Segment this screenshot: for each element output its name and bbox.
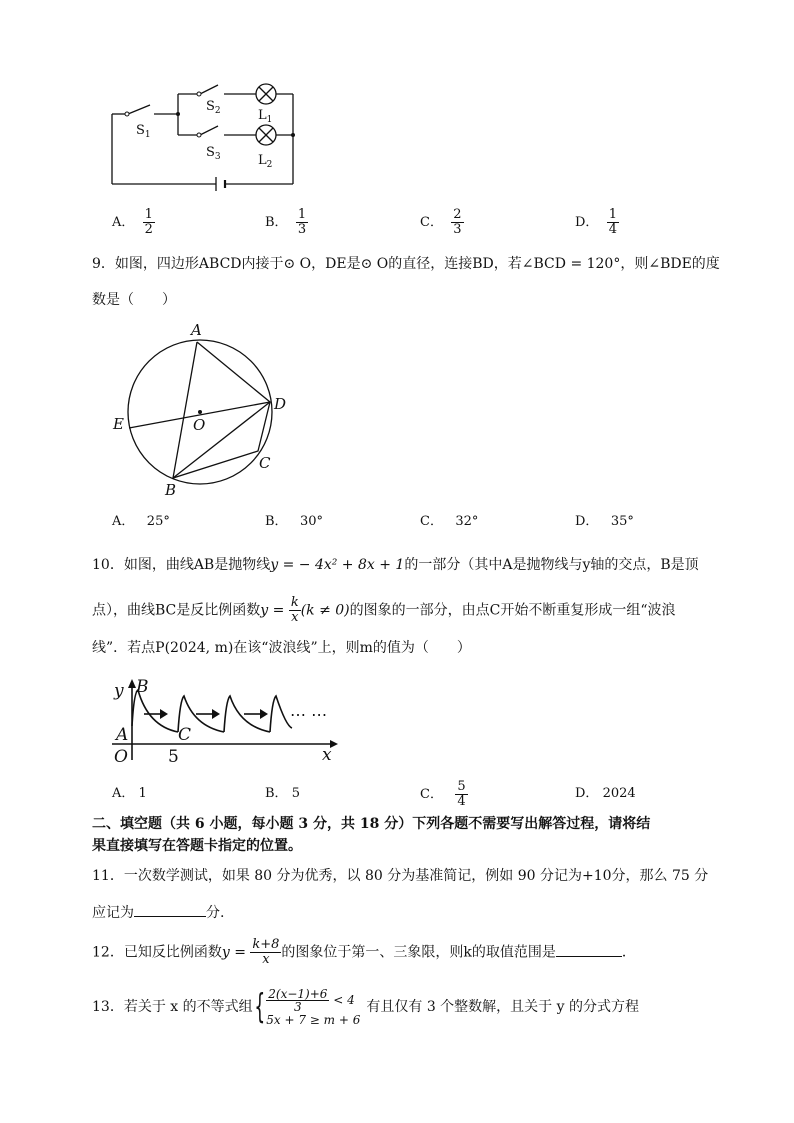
q11-stem-line2: 应记为 分.: [92, 902, 224, 923]
label-s1: $S_1$: [136, 123, 151, 140]
circuit-diagram: [100, 78, 310, 196]
label-b: B: [165, 481, 177, 499]
circle-diagram: [105, 318, 295, 503]
q9-option-d[interactable]: D． 35°: [575, 514, 634, 529]
label-five: 5: [168, 747, 179, 766]
section-heading-line2: 果直接填写在答题卡指定的位置。: [92, 838, 302, 854]
label-l1: $L_1$: [258, 108, 273, 125]
section-heading-line1: 二、填空题（共 6 小题，每小题 3 分，共 18 分）下列各题不需要写出解答过程，请将结: [92, 816, 651, 832]
q9-stem-line2: 数是（ ）: [92, 292, 176, 308]
label-a: A: [116, 725, 129, 745]
q12-answer-blank[interactable]: [556, 942, 622, 957]
q11-stem-line1: 11．一次数学测试，如果 80 分为优秀，以 80 分为基准简记，例如 90 分记为+10分，那么 75 分: [92, 868, 709, 884]
label-b: B: [136, 677, 149, 697]
q12-stem: 12．已知反比例函数y = $\frac{k+8}{x}$ 的图象位于第一、三象限，则k的取值范围是 ．: [92, 937, 636, 967]
label-s3: $S_3$: [206, 145, 221, 162]
q13-stem: 13．若关于 x 的不等式组 { $\frac{2(x-1)+6}{3}$ < 4 5x + 7 ≥ m + 6 有且仅有 3 个整数解，且关于 y 的分式方程: [92, 986, 639, 1027]
q8-option-a[interactable]: A． $\frac{1}{2}$: [112, 207, 153, 237]
label-x: x: [322, 745, 332, 765]
label-l2: $L_2$: [258, 153, 273, 170]
q10-option-b[interactable]: B． 5: [265, 786, 300, 801]
q10-option-c[interactable]: C． $\frac{5}{4}$: [420, 779, 466, 809]
q9-stem-line1: 9．如图，四边形ABCD内接于⊙ O，DE是⊙ O的直径，连接BD，若∠BCD = 120°，则∠BDE的度: [92, 256, 720, 272]
q8-option-d[interactable]: D． $\frac{1}{4}$: [575, 207, 617, 237]
q8-option-b[interactable]: B． $\frac{1}{3}$: [265, 207, 307, 237]
label-a: A: [191, 321, 202, 339]
q10-stem-line1: 10．如图，曲线AB是抛物线y = − 4x² + 8x + 1的一部分（其中A是抛物线与y轴的交点，B是顶: [92, 557, 699, 573]
q10-stem-line2: 点），曲线BC是反比例函数y = $\frac{k}{x}$ (k ≠ 0)的图象的一部分，由点C开始不断重复形成一组“波浪: [92, 595, 676, 625]
label-o: O: [193, 416, 206, 434]
q9-option-c[interactable]: C． 32°: [420, 514, 479, 529]
q9-option-a[interactable]: A． 25°: [112, 514, 170, 529]
wave-graph: [108, 674, 370, 766]
label-d: D: [274, 395, 287, 413]
label-c: C: [259, 454, 271, 472]
q8-option-c[interactable]: C． $\frac{2}{3}$: [420, 207, 462, 237]
q9-option-b[interactable]: B． 30°: [265, 514, 324, 529]
q10-stem-line3: 线”．若点P(2024, m)在该“波浪线”上，则m的值为（ ）: [92, 640, 471, 656]
continuation-dots: ⋯ ⋯: [290, 705, 328, 724]
label-y: y: [114, 681, 124, 701]
q10-option-a[interactable]: A． 1: [112, 786, 147, 801]
label-e: E: [113, 415, 124, 433]
q10-option-d[interactable]: D． 2024: [575, 786, 636, 801]
q11-answer-blank[interactable]: [134, 902, 206, 917]
label-s2: $S_2$: [206, 99, 221, 116]
label-c: C: [178, 725, 192, 745]
inequality-brace: {: [254, 987, 265, 1027]
label-o: O: [114, 747, 128, 766]
